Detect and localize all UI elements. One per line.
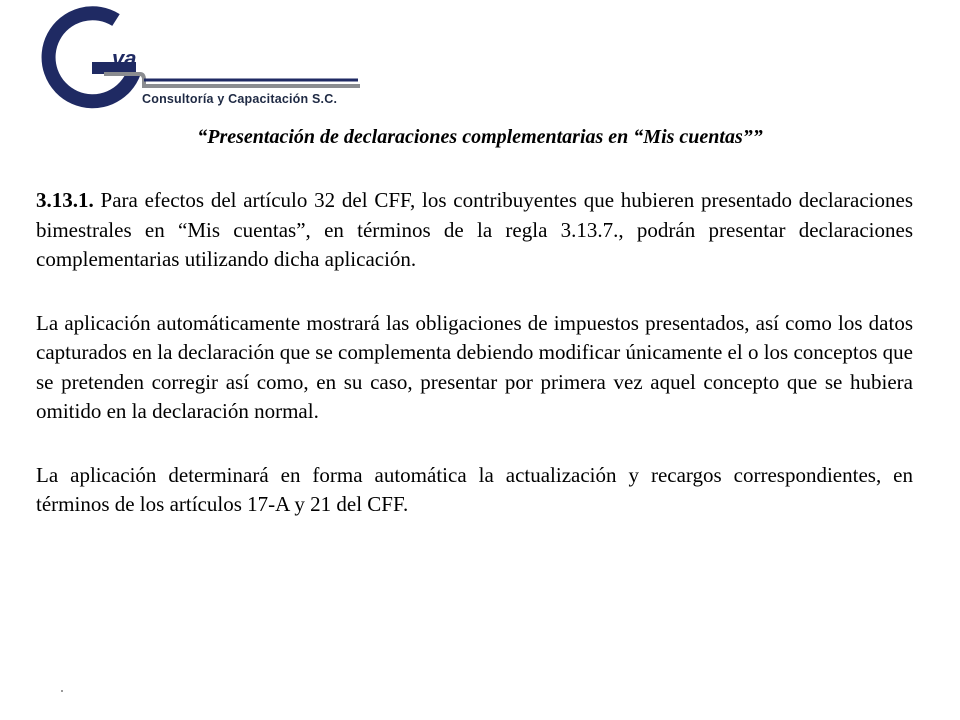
rule-number: 3.13.1. (36, 188, 94, 212)
document-body (36, 186, 913, 554)
paragraph-rule (36, 186, 913, 275)
paragraph-application-display: La aplicación automáticamente mostrará las obligaciones de impuestos presentados, así como los datos capturados en la declaración que se complementa debiendo modificar únicamente el o los conceptos que se pretenden corregir así como, en su caso, presentar por primera vez aquel concepto que se hubiera omitido en la declaración normal. (36, 310, 913, 423)
slide-dot-mark (61, 690, 63, 692)
paragraph-rule-text: Para efectos del artículo 32 del CFF, los contribuyentes que hubieren presentado declaraciones bimestrales en “Mis cuentas”, en términos de la regla 3.13.7., podrán presentar declaraciones complementarias utilizando dicha aplicación. (36, 188, 913, 271)
company-logo (20, 2, 365, 114)
page-title: “Presentación de declaraciones complementarias en “Mis cuentas”” (197, 126, 763, 148)
logo-va-text: va (112, 46, 137, 71)
logo-tagline: Consultoría y Capacitación S.C. (142, 92, 338, 106)
paragraph-application-calculation: La aplicación determinará en forma automática la actualización y recargos correspondientes, en términos de los artículos 17-A y 21 del CFF. (36, 462, 913, 516)
